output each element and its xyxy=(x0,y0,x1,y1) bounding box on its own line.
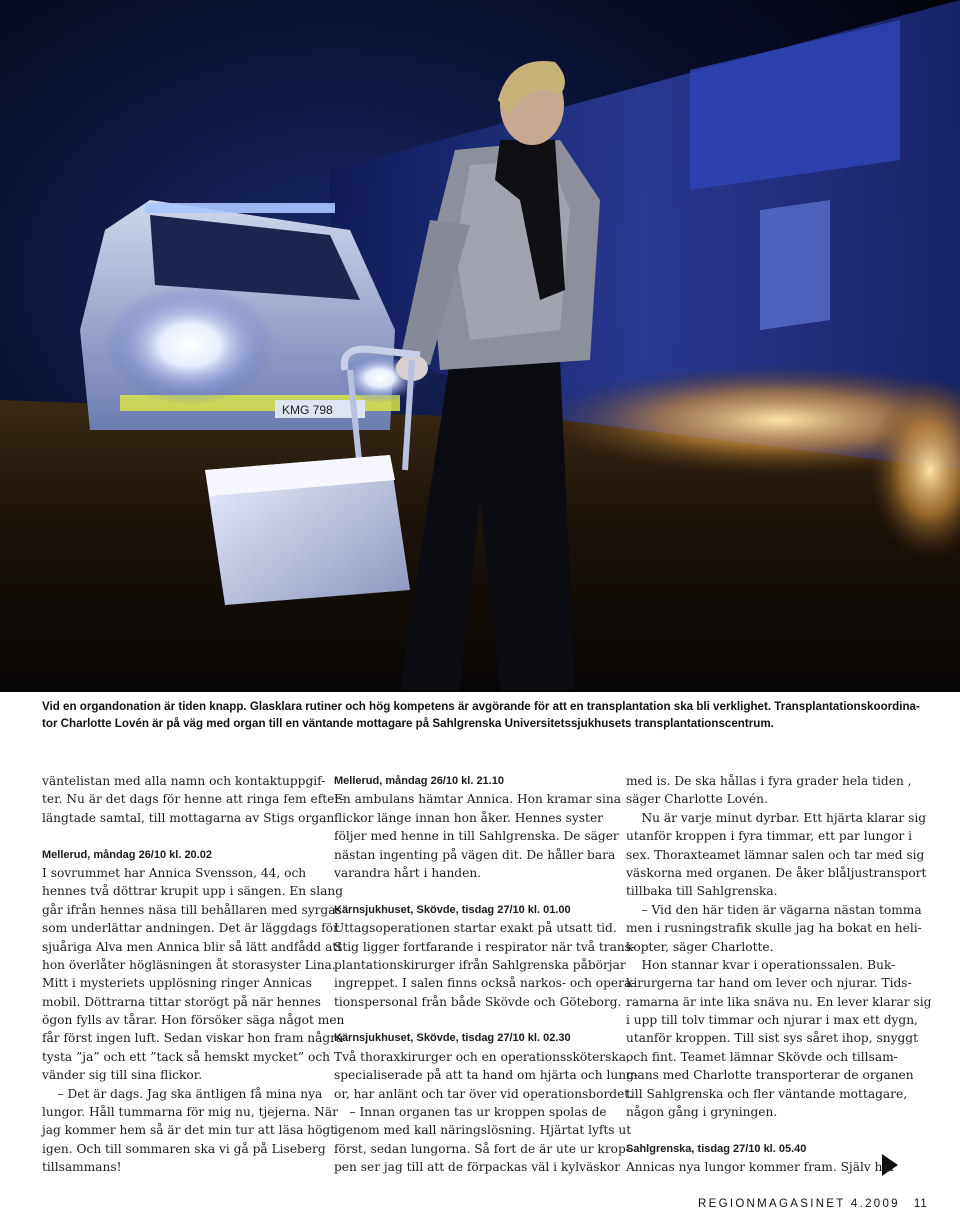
license-plate-text: KMG 798 xyxy=(282,403,333,417)
body-line: Två thoraxkirurger och en operationssköterska, xyxy=(334,1049,630,1064)
body-line: till Sahlgrenska och fler väntande mottagare, xyxy=(626,1086,908,1101)
body-line: or, har anlänt och tar över vid operationsbordet. xyxy=(334,1086,634,1101)
body-line: flickor länge innan hon åker. Hennes syster xyxy=(334,810,603,825)
body-line: hennes två döttrar krupit upp i sängen. En slang xyxy=(42,884,344,899)
body-line: i upp till tolv timmar och njurar i max ett dygn, xyxy=(626,1013,918,1028)
body-line: ingreppet. I salen finns också narkos- och opera- xyxy=(334,976,636,991)
body-line: En ambulans hämtar Annica. Hon kramar sina xyxy=(334,792,621,807)
body-line: Nu är varje minut dyrbar. Ett hjärta klarar sig xyxy=(626,810,927,825)
text-column-middle xyxy=(334,772,638,1177)
continue-arrow-icon xyxy=(882,1154,898,1176)
body-line: ter. Nu är det dags för henne att ringa fem efter- xyxy=(42,792,345,807)
body-line: tionspersonal från både Skövde och Göteborg. xyxy=(334,994,622,1009)
section-heading: Mellerud, måndag 26/10 kl. 20.02 xyxy=(42,848,212,861)
body-line: kopter, säger Charlotte. xyxy=(626,939,774,954)
body-line: någon gång i gryningen. xyxy=(626,1105,778,1120)
section-heading: Sahlgrenska, tisdag 27/10 kl. 05.40 xyxy=(626,1142,807,1155)
page-footer xyxy=(698,1198,928,1210)
body-line: vänder sig till sina flickor. xyxy=(42,1068,203,1083)
body-line: jag kommer hem så är det min tur att läsa högt xyxy=(42,1123,336,1138)
body-line: kirurgerna tar hand om lever och njurar. Tids- xyxy=(626,976,912,991)
body-line: Mitt i mysteriets upplösning ringer Annicas xyxy=(42,976,312,991)
paragraph-gap xyxy=(334,882,609,900)
magazine-name: REGIONMAGASINET 4.2009 xyxy=(698,1198,900,1210)
body-line: hon överlåter högläsningen åt storasyster Lina. xyxy=(42,957,336,972)
body-line: får först ingen luft. Sedan viskar hon fram några xyxy=(42,1031,344,1046)
photo-caption xyxy=(42,698,922,732)
text-column-left xyxy=(42,772,345,1177)
body-line: ögon fylls av tårar. Hon försöker säga något men xyxy=(42,1013,345,1028)
body-line: först, sedan lungorna. Så fort de är ute ur krop- xyxy=(334,1141,630,1156)
body-line: – Innan organen tas ur kroppen spolas de xyxy=(334,1105,607,1120)
body-line: men i rusningstrafik skulle jag ha bokat en heli- xyxy=(626,921,922,936)
section-heading: Mellerud, måndag 26/10 kl. 21.10 xyxy=(334,775,504,787)
body-line: specialiserade på att ta hand om hjärta och lung- xyxy=(334,1068,638,1083)
body-line: I sovrummet har Annica Svensson, 44, och xyxy=(42,865,307,880)
body-line: säger Charlotte Lovén. xyxy=(626,792,768,807)
body-line: igen. Och till sommaren ska vi gå på Liseberg xyxy=(42,1141,326,1156)
text-column-right xyxy=(626,772,932,1177)
body-line: sex. Thoraxteamet lämnar salen och tar med sig xyxy=(626,847,925,862)
body-line: – Det är dags. Jag ska äntligen få mina nya xyxy=(42,1086,323,1101)
body-line: som underlättar andningen. Det är läggdags för xyxy=(42,921,339,936)
page-number: 11 xyxy=(913,1198,928,1210)
body-line: – Vid den här tiden är vägarna nästan tomma xyxy=(626,902,922,917)
section-heading: Kärnsjukhuset, Skövde, tisdag 27/10 kl. 01.00 xyxy=(334,903,571,916)
caption-line: Vid en organdonation är tiden knapp. Glasklara rutiner och hög kompetens är avgörande för att en transplantation ska bli verklighet. Transplantationskoordina- xyxy=(42,700,920,713)
body-line: utanför kroppen. Till sist sys såret ihop, snyggt xyxy=(626,1031,918,1046)
body-line: utanför kroppen i fyra timmar, ett par lungor i xyxy=(626,829,913,844)
body-line: mobil. Döttrarna tittar storögt på när hennes xyxy=(42,994,321,1009)
body-line: Annicas nya lungor kommer fram. Själv har xyxy=(626,1160,896,1175)
body-line: varandra hårt i handen. xyxy=(334,865,482,880)
body-line: Stig ligger fortfarande i respirator när två trans- xyxy=(334,939,636,954)
body-line: går ifrån hennes näsa till behållaren med syrgas xyxy=(42,902,342,917)
body-line: igenom med kall näringslösning. Hjärtat lyfts ut xyxy=(334,1123,632,1138)
body-line: nästan ingenting på vägen dit. De håller bara xyxy=(334,847,616,862)
body-line: Hon stannar kvar i operationssalen. Buk- xyxy=(626,957,896,972)
body-line: följer med henne in till Sahlgrenska. De säger xyxy=(334,829,619,844)
body-line: tysta ”ja” och ett ”tack så hemskt mycket” och xyxy=(42,1049,331,1064)
paragraph-gap xyxy=(42,827,317,845)
paragraph-gap xyxy=(626,1121,901,1139)
body-line: pen ser jag till att de förpackas väl i kylväskor xyxy=(334,1160,621,1175)
body-line: sjuåriga Alva men Annica blir så lätt andfådd att xyxy=(42,939,343,954)
body-line: Uttagsoperationen startar exakt på utsatt tid. xyxy=(334,921,617,936)
body-line: ramarna är inte lika snäva nu. En lever klarar sig xyxy=(626,994,932,1009)
body-line: mans med Charlotte transporterar de organen xyxy=(626,1068,914,1083)
body-line: med is. De ska hållas i fyra grader hela tiden , xyxy=(626,774,912,788)
section-heading: Kärnsjukhuset, Skövde, tisdag 27/10 kl. 02.30 xyxy=(334,1032,571,1045)
body-line: tillsammans! xyxy=(42,1160,122,1175)
body-line: och fint. Teamet lämnar Skövde och tillsam- xyxy=(626,1049,898,1064)
body-line: plantationskirurger ifrån Sahlgrenska påbörjar xyxy=(334,957,626,972)
body-line: längtade samtal, till mottagarna av Stigs organ. xyxy=(42,810,339,825)
body-line: väntelistan med alla namn och kontaktuppgif- xyxy=(42,774,326,788)
body-line: lungor. Håll tummarna för mig nu, tjejerna. När xyxy=(42,1105,338,1120)
body-line: väskorna med organen. De åker blåljustransport xyxy=(626,865,927,880)
caption-line: tor Charlotte Lovén är på väg med organ till en väntande mottagare på Sahlgrenska Universitetssjukhusets transplantationscentrum. xyxy=(42,717,774,730)
body-line: tillbaka till Sahlgrenska. xyxy=(626,884,778,899)
paragraph-gap xyxy=(334,1011,609,1029)
